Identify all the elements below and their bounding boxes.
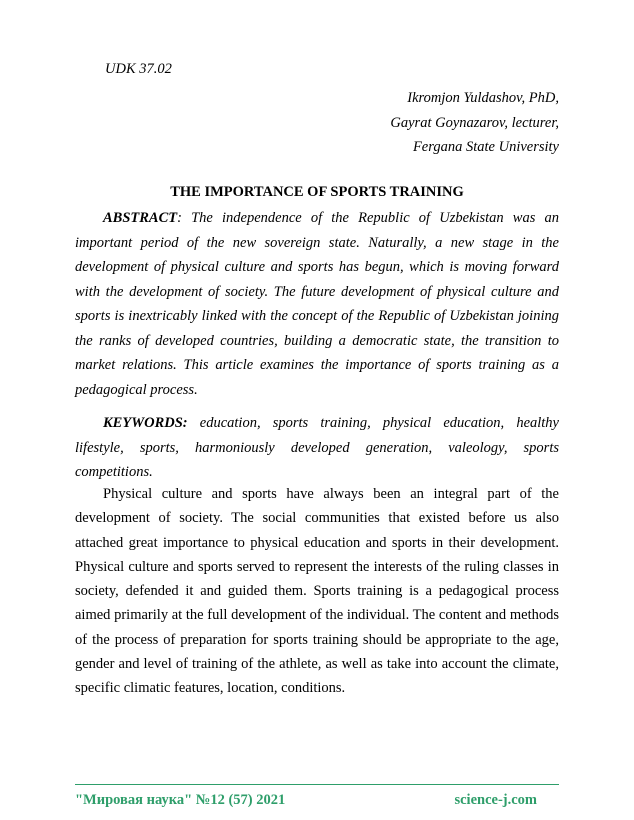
author-line-1: Ikromjon Yuldashov, PhD, — [407, 90, 559, 106]
paper-title: THE IMPORTANCE OF SPORTS TRAINING — [170, 184, 464, 200]
footer-site-link[interactable]: science-j.com — [454, 792, 537, 808]
affiliation-line: Fergana State University — [412, 139, 559, 155]
keywords-label: KEYWORDS: — [103, 415, 188, 431]
abstract-paragraph — [75, 206, 559, 402]
footer-divider — [75, 784, 559, 785]
abstract-label: ABSTRACT — [103, 210, 178, 226]
keywords-text: education, sports training, physical education, healthy lifestyle, sports, harmoniously developed generation, valeology, sports competitions. — [75, 415, 559, 480]
author-line-2: Gayrat Goynazarov, lecturer, — [390, 114, 559, 131]
keywords-paragraph — [75, 411, 559, 485]
author-block — [390, 86, 559, 160]
udk-code: UDK 37.02 — [105, 61, 172, 77]
body-paragraph: Physical culture and sports have always been an integral part of the development of society. The social communities that existed before us also attached great importance to physical education and sports in their development. Physical culture and sports served to represent the interests of the ruling classes in society, defended it and guided them. Sports training is a pedagogical process aimed primarily at the full development of the individual. The content and methods of the process of preparation for sports training should be appropriate to the age, gender and level of training of the athlete, as well as take into account the climate, specific climatic features, location, conditions. — [75, 486, 559, 697]
footer-journal: "Мировая наука" №12 (57) 2021 — [75, 792, 286, 808]
abstract-text: : The independence of the Republic of Uzbekistan was an important period of the new sovereign state. Naturally, a new stage in the development of physical culture and sports has begun, which is moving forward with the development of society. The future development of physical culture and sports is inextricably linked with the concept of the Republic of Uzbekistan joining the ranks of developed countries, building a democratic state, the transition to market relations. This article examines the importance of sports training as a pedagogical process. — [75, 210, 559, 398]
